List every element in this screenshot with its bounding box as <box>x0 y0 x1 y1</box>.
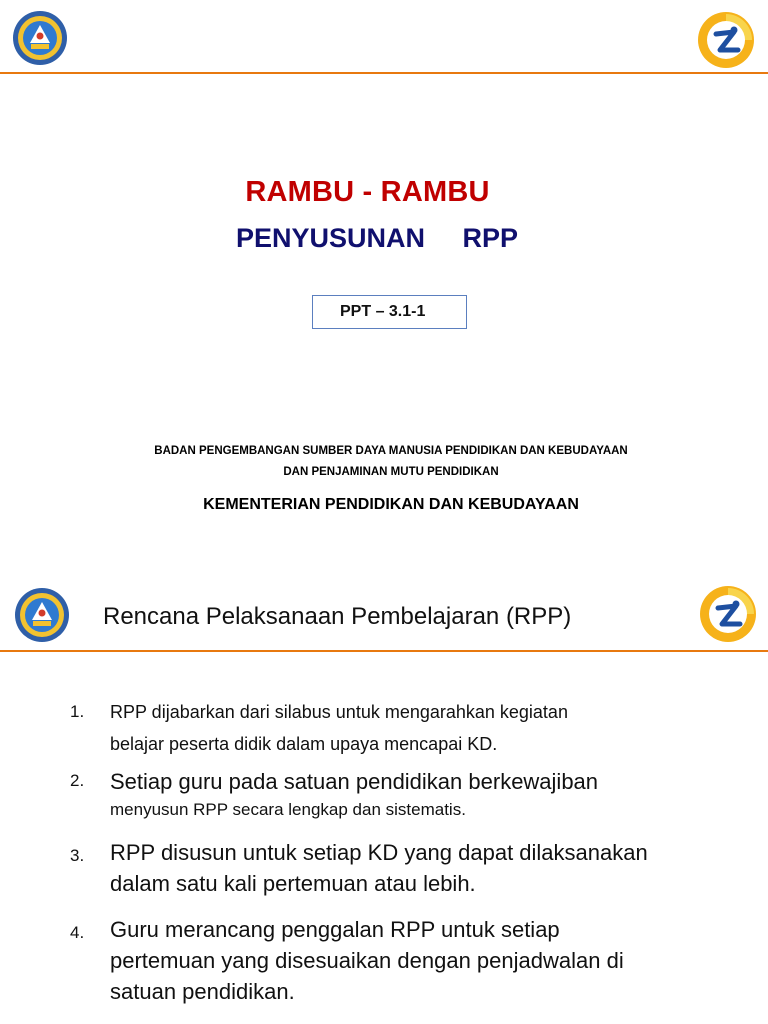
list-item <box>70 696 760 760</box>
list-item <box>70 914 760 1007</box>
list-text-line: Guru merancang penggalan RPP untuk setiap <box>110 917 560 942</box>
list-text-line: dalam satu kali pertemuan atau lebih. <box>110 871 476 896</box>
list-item <box>70 837 760 899</box>
kemdikbud-logo <box>12 10 68 66</box>
header-divider <box>0 72 768 74</box>
kurikulum-2013-logo <box>696 10 756 70</box>
list-number: 4. <box>70 923 85 942</box>
header-divider <box>0 650 768 652</box>
list-text-line: belajar peserta didik dalam upaya mencapai KD. <box>110 734 498 754</box>
list-text-line: Setiap guru pada satuan pendidikan berkewajiban <box>110 769 599 794</box>
slide-title-blue <box>236 223 518 254</box>
kemdikbud-logo <box>14 587 70 643</box>
organization-line-2: DAN PENJAMINAN MUTU PENDIDIKAN <box>283 466 499 478</box>
list-text-line: pertemuan yang disesuaikan dengan penjadwalan di <box>110 948 624 973</box>
content-slide <box>0 570 768 1024</box>
list-item <box>70 766 760 822</box>
list-number: 3. <box>70 846 85 865</box>
slide-title: Rencana Pelaksanaan Pembelajaran (RPP) <box>103 603 572 630</box>
list-number: 2. <box>70 771 85 790</box>
list-text-line: menyusun RPP secara lengkap dan sistematis. <box>110 800 466 819</box>
kurikulum-2013-logo <box>698 584 758 644</box>
slide-title-red: RAMBU - RAMBU <box>245 176 490 208</box>
title-blue-part2: RPP <box>462 223 519 253</box>
organization-line-1: BADAN PENGEMBANGAN SUMBER DAYA MANUSIA PENDIDIKAN DAN KEBUDAYAAN <box>154 445 628 457</box>
list-text-line: RPP disusun untuk setiap KD yang dapat dilaksanakan <box>110 840 648 865</box>
title-blue-part1: PENYUSUNAN <box>236 223 426 253</box>
list-text-line: RPP dijabarkan dari silabus untuk mengarahkan kegiatan <box>110 702 568 722</box>
list-number: 1. <box>70 702 85 721</box>
ministry-name: KEMENTERIAN PENDIDIKAN DAN KEBUDAYAAN <box>203 496 579 513</box>
rpp-rules-list <box>70 696 760 1007</box>
list-text-line: satuan pendidikan. <box>110 979 295 1004</box>
ppt-code-box: PPT – 3.1-1 <box>312 295 467 329</box>
